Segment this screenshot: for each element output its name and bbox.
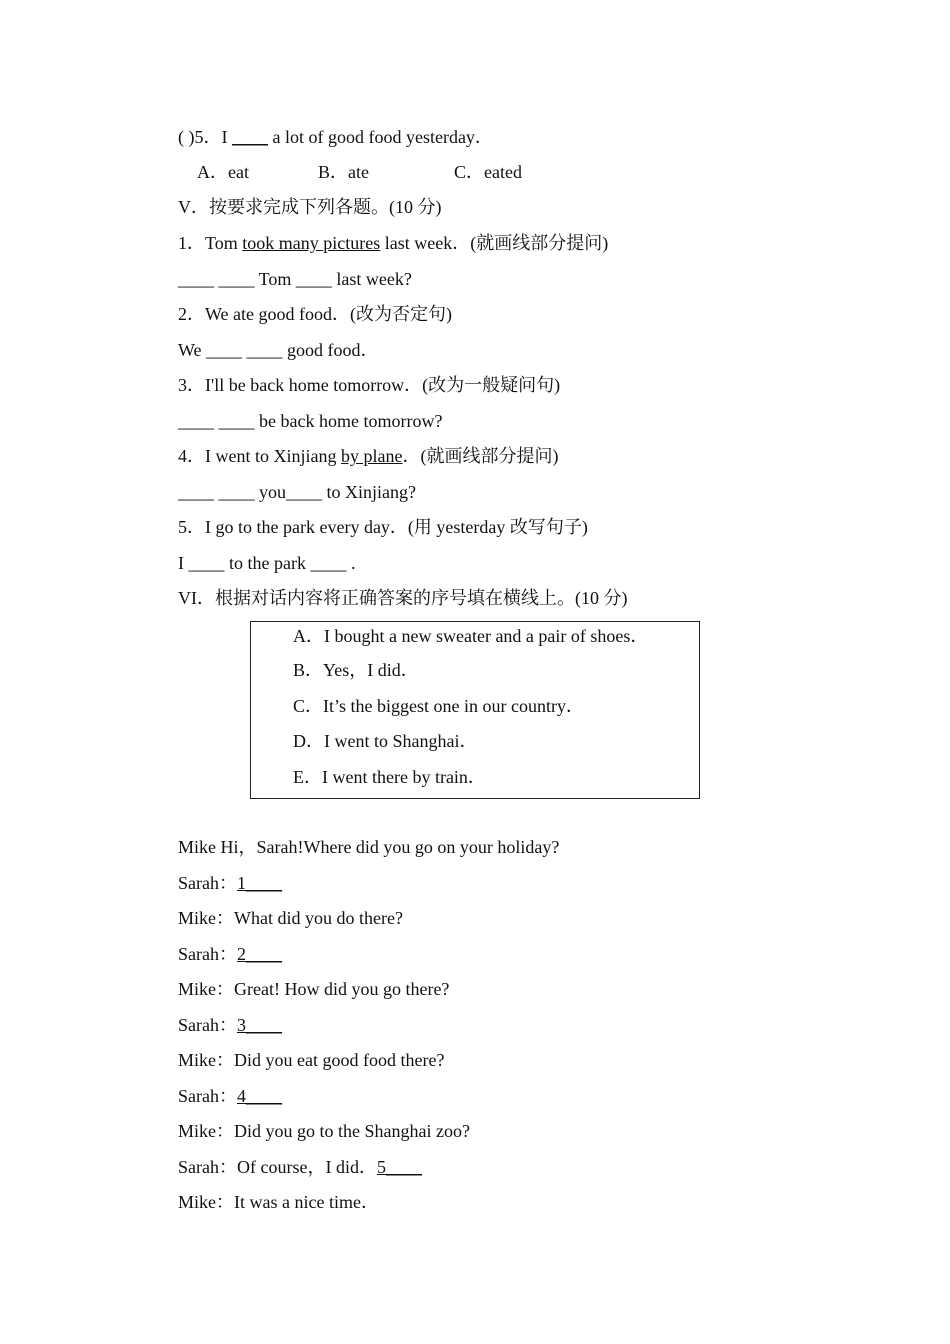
speaker: Sarah： [178,1015,237,1035]
section-6-title: VI．根据对话内容将正确答案的序号填在横线上。(10 分) [178,588,628,608]
dialogue-line-10 [178,1156,422,1178]
dialogue-line-9: Mike：Did you go to the Shanghai zoo? [178,1121,470,1141]
dialogue-line-8 [178,1085,282,1107]
section-5-item-5: 5．I go to the park every day．(用 yesterday 改写句子) [178,517,588,537]
section-5-title: V．按要求完成下列各题。(10 分) [178,197,442,217]
item-4-underlined: by plane [340,446,403,466]
section-5-item-2: 2．We ate good food．(改为否定句) [178,304,452,324]
item-4-post: ．(就画线部分提问) [402,446,559,466]
answer-blank-1: 1____ [236,873,282,893]
item-1-post: last week．(就画线部分提问) [380,233,609,253]
section-5-answer-1: ____ ____ Tom ____ last week? [178,269,412,289]
section-5-answer-2: We ____ ____ good food． [178,340,379,360]
choice-a: A．I bought a new sweater and a pair of shoes． [293,626,649,646]
section-5-answer-4: ____ ____ you____ to Xinjiang? [178,482,416,502]
dialogue-line-6 [178,1014,282,1036]
answer-blank-4: 4____ [236,1086,282,1106]
speaker: Sarah： [178,873,237,893]
question-5-text-a: ( )5．I [178,127,232,147]
choice-e: E．I went there by train． [293,767,486,787]
dialogue-line-1: Mike Hi，Sarah!Where did you go on your holiday? [178,837,560,857]
item-1-pre: 1．Tom [178,233,243,253]
dialogue-line-2 [178,872,282,894]
question-5 [178,126,493,148]
question-5-blank: ____ [231,127,268,147]
section-5-item-1 [178,232,608,254]
section-5-item-3: 3．I'll be back home tomorrow．(改为一般疑问句) [178,375,561,395]
item-1-underlined: took many pictures [242,233,381,253]
dialogue-line-3: Mike：What did you do there? [178,908,403,928]
answer-blank-3: 3____ [236,1015,282,1035]
section-5-item-4 [178,445,558,467]
section-5-answer-5: I ____ to the park ____ . [178,553,356,573]
item-4-pre: 4．I went to Xinjiang [178,446,341,466]
option-b: B．ate [318,162,369,182]
dialogue-line-5: Mike：Great! How did you go there? [178,979,450,999]
choice-c: C．It’s the biggest one in our country． [293,696,584,716]
speaker: Sarah： [178,1086,237,1106]
option-c: C．eated [454,162,522,182]
dialogue-line-4 [178,943,282,965]
option-a: A．eat [197,162,249,182]
speaker: Sarah： [178,944,237,964]
dialogue-line-11: Mike：It was a nice time． [178,1192,379,1212]
choice-d: D．I went to Shanghai． [293,731,478,751]
answer-blank-2: 2____ [236,944,282,964]
section-5-answer-3: ____ ____ be back home tomorrow? [178,411,443,431]
dialogue-line-7: Mike：Did you eat good food there? [178,1050,445,1070]
question-5-text-b: a lot of good food yesterday． [267,127,493,147]
answer-blank-5: 5____ [376,1157,422,1177]
speaker: Sarah：Of course，I did． [178,1157,377,1177]
choices-box [250,621,700,799]
choice-b: B．Yes，I did． [293,660,419,680]
